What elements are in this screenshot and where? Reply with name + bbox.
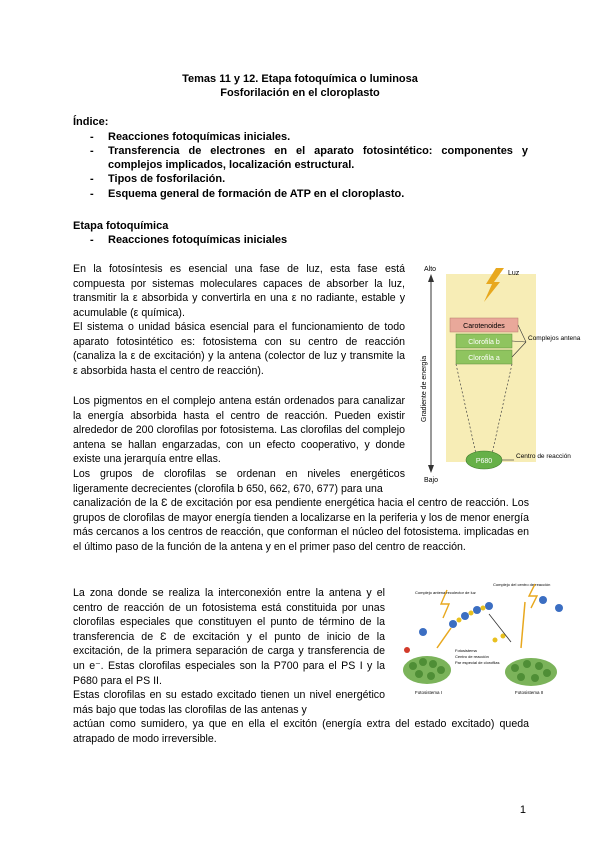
axis-arrow-down-icon	[428, 465, 434, 473]
page-number: 1	[519, 804, 526, 816]
paragraph-3: Los pigmentos en el complejo antena están ordenados para canalizar la energía absorbida hasta el centro de reacción. Pueden existir alrededor de 200 clorofilas por fotosistema. Las clorofilas del complejo antena se hallan engarzadas, con un efecto cooperativo, y donde existe una jerarquía entre ellas.	[73, 395, 405, 466]
page-subtitle: Fosforilación en el cloroplasto	[220, 87, 380, 99]
antenna-energy-figure	[414, 262, 581, 490]
ps-left-label: Fotosistema I	[415, 690, 443, 695]
photosystem-figure	[393, 578, 578, 698]
clorofila-b-label: Clorofila b	[468, 339, 500, 346]
paragraph-4a: Los grupos de clorofilas se ordenan en niveles energéticos ligeramente decrecientes (clorofila b 650, 662, 670, 677) para una	[73, 468, 405, 495]
page-title: Temas 11 y 12. Etapa fotoquímica o luminosa	[182, 73, 418, 85]
axis-arrow-up-icon	[428, 274, 434, 282]
paragraph-4b: canalización de la Ɛ de excitación por esa pendiente energética hacia el centro de reacción. Los grupos de clorofilas de mayor energía tienden a localizarse en la periferia y los de menor energía más cercanos a los centros de reacción, que conforman el núcleo del fotosistema. implicadas en el último paso de la función de la antena y en el primer paso del centro de reacción.	[73, 497, 529, 553]
clorofila-a-label: Clorofila a	[468, 355, 500, 362]
ps-right-label: Fotosistema II	[515, 690, 544, 695]
center-label: Centro de reacción	[516, 453, 571, 460]
light-label: Luz	[508, 270, 520, 277]
axis-title: Gradiente de energía	[421, 355, 428, 422]
section-heading: Etapa fotoquímica	[73, 220, 169, 232]
paragraph-1: En la fotosíntesis es esencial una fase de luz, esta fase está compuesta por sistemas moleculares capaces de absorber la luz, transmitir la ε absorbida y convertirla en una ε no radiante, estable y acumulable (ε química).	[73, 263, 405, 319]
axis-top-label: Alto	[424, 266, 437, 273]
paragraph-6b: actúan como sumidero, ya que en ella el excitón (energía extra del estado excitado) queda atrapado de modo irreversible.	[73, 718, 529, 745]
paragraph-5: La zona donde se realiza la interconexión entre la antena y el centro de reacción de un fotosistema está constituida por unas clorofilas especiales que constituyen el punto de término de la transferencia de Ɛ de excitación y el punto de inicio de la excitación, de la primera separación de carga y transferencia de un e⁻. Estas clorofilas especiales son la P700 para el PS I y la P680 para el PS II.	[73, 587, 385, 687]
carotenoides-label: Carotenoides	[463, 323, 505, 330]
complex-label-text: Complejos antena	[528, 335, 581, 342]
paragraph-6a: Estas clorofilas en su estado excitado tienen un nivel energético más bajo que todas las clorofilas de las antenas y	[73, 689, 385, 716]
label-d: Centro de reacción	[455, 654, 489, 659]
axis-bottom-label: Bajo	[424, 477, 439, 484]
label-c: Fotosistema	[455, 648, 477, 653]
figure-panel	[446, 274, 536, 462]
paragraph-2: El sistema o unidad básica esencial para el funcionamiento de todo aparato fotosintético es: fotosistema con su centro de reacción (canaliza la ε de excitación) y la antena (colector de luz y transmite la ε absorbida hasta el centro de reacción).	[73, 321, 405, 377]
p680-label: P680	[475, 458, 493, 465]
label-e: Par especial de clorofilas	[455, 660, 500, 665]
complex-label	[528, 335, 581, 342]
label-b: Complejo del centro de reacción	[493, 582, 551, 587]
label-a: Complejo antena recolector de luz	[415, 590, 476, 595]
electron-red-dot	[404, 647, 410, 653]
index-heading: Índice:	[73, 116, 109, 128]
